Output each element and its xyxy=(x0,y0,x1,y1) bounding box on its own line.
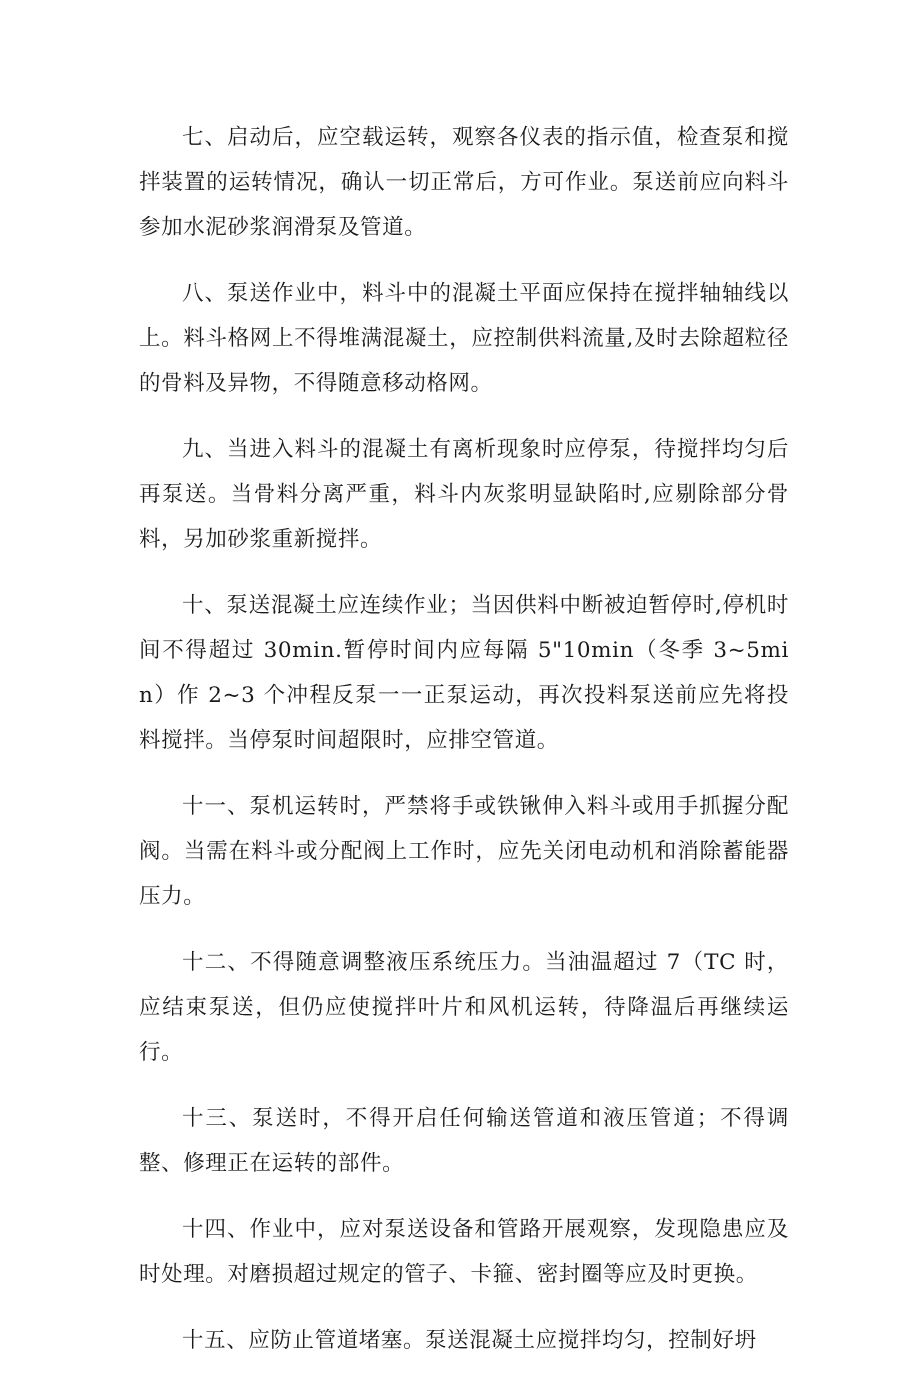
paragraph-13: 十三、泵送时，不得开启任何输送管道和液压管道；不得调整、修理正在运转的部件。 xyxy=(139,1106,789,1176)
paragraph-8: 八、泵送作业中，料斗中的混凝土平面应保持在搅拌轴轴线以上。料斗格网上不得堆满混凝土，应控制供料流量,及时去除超粒径的骨料及异物，不得随意移动格网。 xyxy=(139,281,789,396)
document-body xyxy=(139,115,789,1384)
paragraph-15: 十五、应防止管道堵塞。泵送混凝土应搅拌均匀，控制好坍 xyxy=(182,1328,757,1353)
paragraph-7: 七、启动后，应空载运转，观察各仪表的指示值，检查泵和搅拌装置的运转情况，确认一切正常后，方可作业。泵送前应向料斗参加水泥砂浆润滑泵及管道。 xyxy=(139,125,789,240)
paragraph-14: 十四、作业中，应对泵送设备和管路开展观察，发现隐患应及时处理。对磨损超过规定的管子、卡箍、密封圈等应及时更换。 xyxy=(139,1217,789,1287)
paragraph-9: 九、当进入料斗的混凝土有离析现象时应停泵，待搅拌均匀后再泵送。当骨料分离严重，料斗内灰浆明显缺陷时,应剔除部分骨料，另加砂浆重新搅拌。 xyxy=(139,437,789,552)
paragraph-11: 十一、泵机运转时，严禁将手或铁锹伸入料斗或用手抓握分配阀。当需在料斗或分配阀上工作时，应先关闭电动机和消除蓄能器压力。 xyxy=(139,794,789,909)
paragraph-12: 十二、不得随意调整液压系统压力。当油温超过 7（TC 时，应结束泵送，但仍应使搅拌叶片和风机运转，待降温后再继续运行。 xyxy=(139,950,789,1065)
paragraph-10: 十、泵送混凝土应连续作业；当因供料中断被迫暂停时,停机时间不得超过 30min.暂停时间内应每隔 5"10min（冬季 3~5min）作 2~3 个冲程反泵一一正泵运动，再次投料泵送前应先将投料搅拌。当停泵时间超限时，应排空管道。 xyxy=(139,593,789,753)
